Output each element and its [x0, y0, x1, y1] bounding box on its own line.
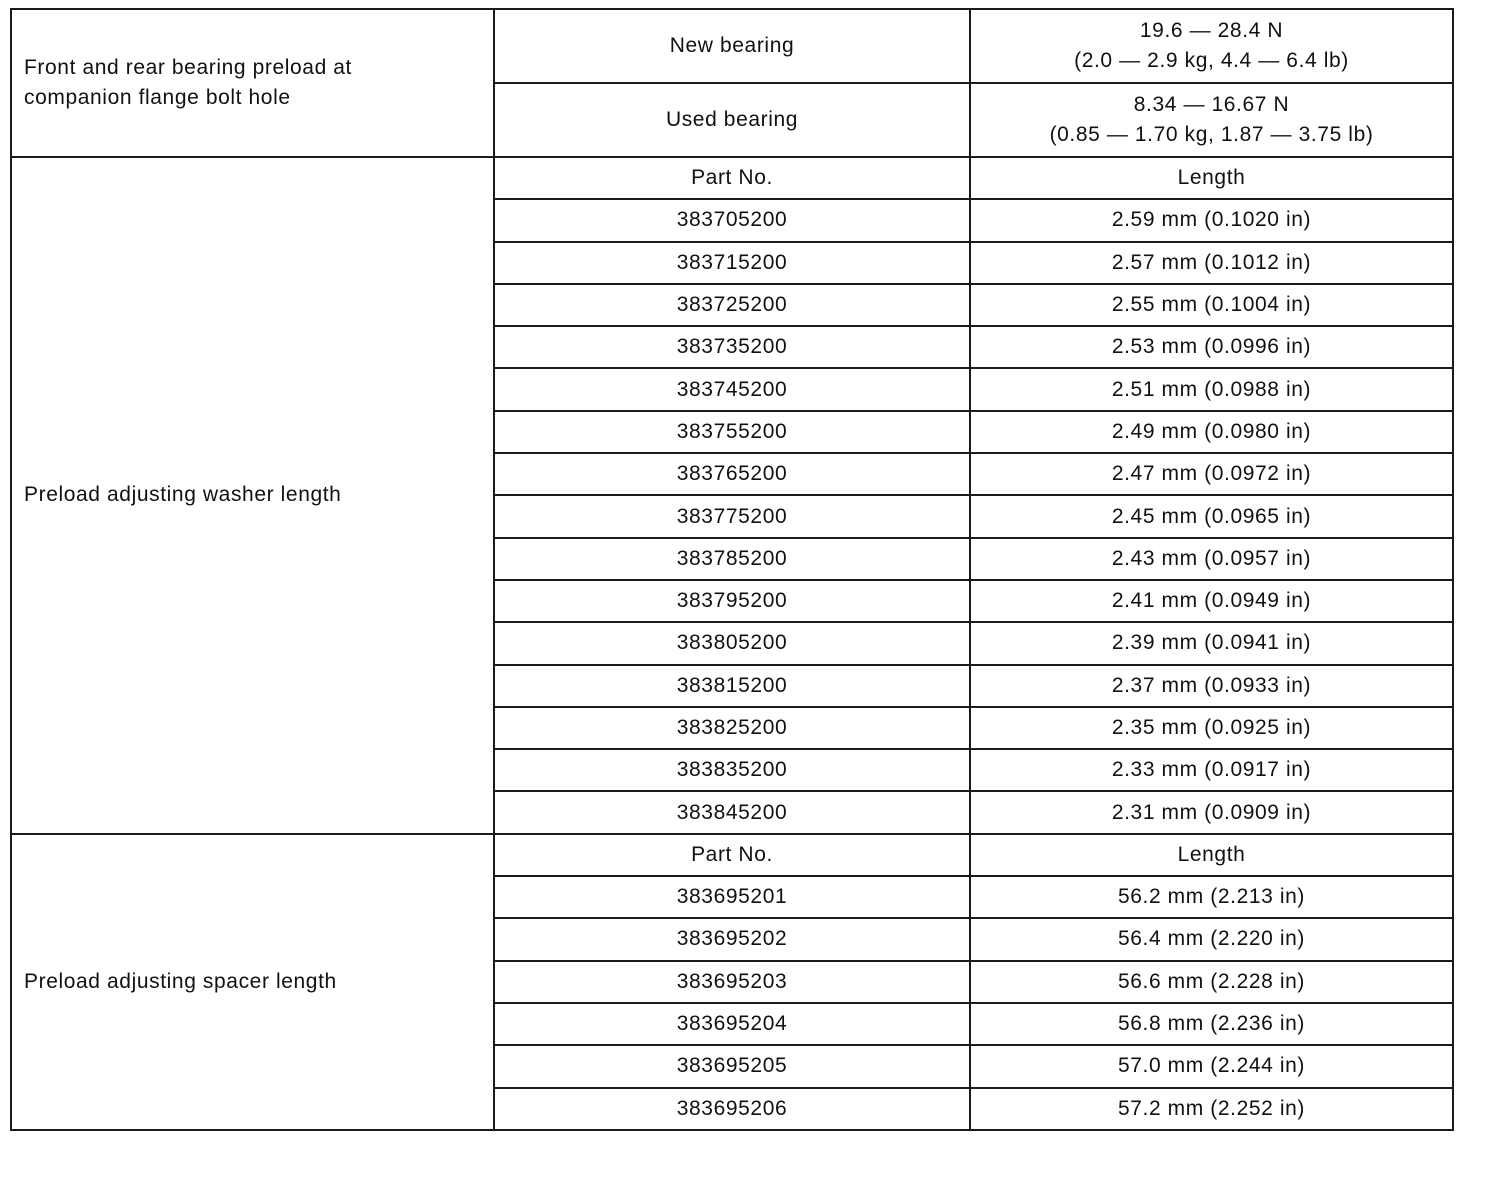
- spacer-length-value: 57.2 mm (2.252 in): [970, 1088, 1453, 1130]
- washer-header-row: [11, 157, 1453, 199]
- washer-part-number: 383765200: [494, 453, 970, 495]
- washer-part-number: 383825200: [494, 707, 970, 749]
- washer-part-number: 383715200: [494, 242, 970, 284]
- spacer-length-header: Length: [970, 834, 1453, 876]
- washer-length-value: 2.33 mm (0.0917 in): [970, 749, 1453, 791]
- spacer-part-number: 383695201: [494, 876, 970, 918]
- spacer-header-row: [11, 834, 1453, 876]
- used-bearing-cell: Used bearing: [494, 83, 970, 157]
- washer-part-no-header: Part No.: [494, 157, 970, 199]
- spacer-length-value: 56.6 mm (2.228 in): [970, 961, 1453, 1003]
- washer-part-number: 383835200: [494, 749, 970, 791]
- washer-length-value: 2.43 mm (0.0957 in): [970, 538, 1453, 580]
- washer-part-number: 383775200: [494, 495, 970, 537]
- washer-part-number: 383845200: [494, 791, 970, 833]
- used-bearing-value-newtons: 8.34 — 16.67 N: [1133, 93, 1290, 116]
- new-bearing-cell: New bearing: [494, 9, 970, 83]
- washer-part-number: 383705200: [494, 199, 970, 241]
- new-bearing-value-cell: [970, 9, 1453, 83]
- spacer-part-number: 383695204: [494, 1003, 970, 1045]
- spacer-part-number: 383695203: [494, 961, 970, 1003]
- washer-length-header: Length: [970, 157, 1453, 199]
- washer-part-number: 383805200: [494, 622, 970, 664]
- preload-label-cell: [11, 9, 494, 157]
- spec-table: [10, 8, 1454, 1131]
- washer-length-value: 2.53 mm (0.0996 in): [970, 326, 1453, 368]
- spacer-length-value: 56.4 mm (2.220 in): [970, 918, 1453, 960]
- new-bearing-value-kg-lb: (2.0 — 2.9 kg, 4.4 — 6.4 lb): [1074, 49, 1349, 72]
- washer-part-number: 383735200: [494, 326, 970, 368]
- washer-label-cell: Preload adjusting washer length: [11, 157, 494, 834]
- used-bearing-value-kg-lb: (0.85 — 1.70 kg, 1.87 — 3.75 lb): [1049, 123, 1374, 146]
- washer-part-number: 383815200: [494, 665, 970, 707]
- preload-new-row: [11, 9, 1453, 83]
- washer-length-value: 2.49 mm (0.0980 in): [970, 411, 1453, 453]
- washer-length-value: 2.39 mm (0.0941 in): [970, 622, 1453, 664]
- spacer-length-value: 56.2 mm (2.213 in): [970, 876, 1453, 918]
- washer-length-value: 2.45 mm (0.0965 in): [970, 495, 1453, 537]
- used-bearing-value-cell: [970, 83, 1453, 157]
- spacer-length-value: 57.0 mm (2.244 in): [970, 1045, 1453, 1087]
- washer-length-value: 2.55 mm (0.1004 in): [970, 284, 1453, 326]
- spacer-label-cell: Preload adjusting spacer length: [11, 834, 494, 1130]
- washer-part-number: 383795200: [494, 580, 970, 622]
- preload-label-line1: Front and rear bearing preload at: [24, 56, 352, 79]
- washer-length-value: 2.41 mm (0.0949 in): [970, 580, 1453, 622]
- washer-part-number: 383745200: [494, 368, 970, 410]
- spacer-part-number: 383695202: [494, 918, 970, 960]
- washer-part-number: 383785200: [494, 538, 970, 580]
- spacer-part-number: 383695205: [494, 1045, 970, 1087]
- washer-length-value: 2.47 mm (0.0972 in): [970, 453, 1453, 495]
- washer-length-value: 2.59 mm (0.1020 in): [970, 199, 1453, 241]
- washer-length-value: 2.35 mm (0.0925 in): [970, 707, 1453, 749]
- preload-label-line2: companion flange bolt hole: [24, 86, 291, 109]
- spec-table-body: [11, 9, 1453, 1130]
- washer-length-value: 2.51 mm (0.0988 in): [970, 368, 1453, 410]
- washer-length-value: 2.57 mm (0.1012 in): [970, 242, 1453, 284]
- washer-part-number: 383725200: [494, 284, 970, 326]
- washer-length-value: 2.31 mm (0.0909 in): [970, 791, 1453, 833]
- spacer-part-no-header: Part No.: [494, 834, 970, 876]
- washer-part-number: 383755200: [494, 411, 970, 453]
- spacer-length-value: 56.8 mm (2.236 in): [970, 1003, 1453, 1045]
- spacer-part-number: 383695206: [494, 1088, 970, 1130]
- washer-length-value: 2.37 mm (0.0933 in): [970, 665, 1453, 707]
- new-bearing-value-newtons: 19.6 — 28.4 N: [1139, 19, 1284, 42]
